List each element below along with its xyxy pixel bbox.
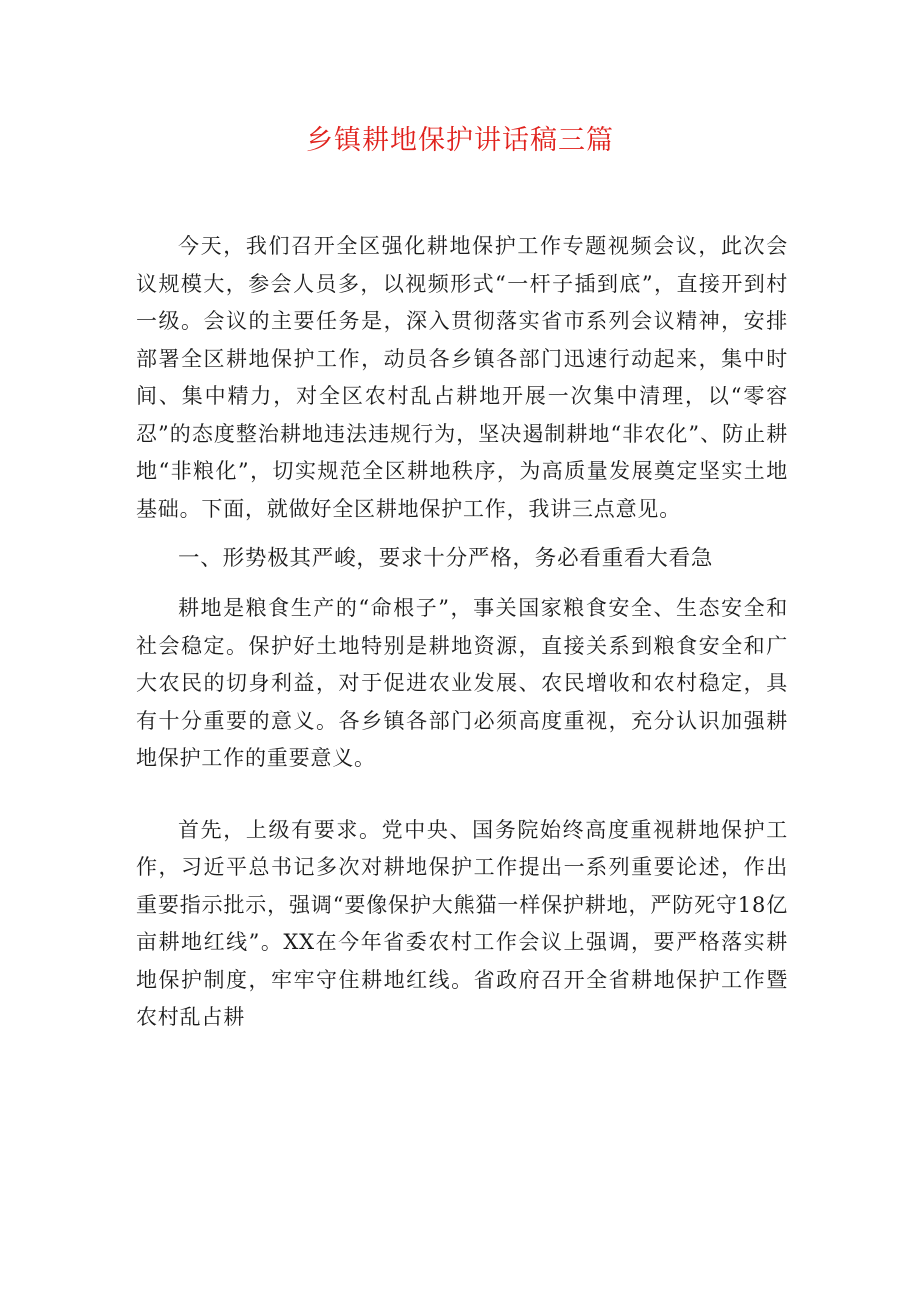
- document-body: [136, 228, 788, 1037]
- section-heading-1: 一、形势极其严峻，要求十分严格，务必看重看大看急: [178, 546, 714, 571]
- paragraph-superior-requirements: 首先，上级有要求。党中央、国务院始终高度重视耕地保护工作，习近平总书记多次对耕地保护工作提出一系列重要论述，作出重要指示批示，强调“要像保护大熊猫一样保护耕地，严防死守18亿亩耕地红线”。XX在今年省委农村工作会议上强调，要严格落实耕地保护制度，牢牢守住耕地红线。省政府召开全省耕地保护工作暨农村乱占耕: [136, 817, 788, 1029]
- paragraph-farmland-importance: 耕地是粮食生产的“命根子”，事关国家粮食安全、生态安全和社会稳定。保护好土地特别是耕地资源，直接关系到粮食安全和广大农民的切身利益，对于促进农业发展、农民增收和农村稳定，具有十分重要的意义。各乡镇各部门必须高度重视，充分认识加强耕地保护工作的重要意义。: [136, 596, 788, 770]
- paragraph-gap: [136, 778, 788, 812]
- paragraph-intro: 今天，我们召开全区强化耕地保护工作专题视频会议，此次会议规模大，参会人员多，以视频形式“一杆子插到底”，直接开到村一级。会议的主要任务是，深入贯彻落实省市系列会议精神，安排部署全区耕地保护工作，动员各乡镇各部门迅速行动起来，集中时间、集中精力，对全区农村乱占耕地开展一次集中清理，以“零容忍”的态度整治耕地违法违规行为，坚决遏制耕地“非农化”、防止耕地“非粮化”，切实规范全区耕地秩序，为高质量发展奠定坚实土地基础。下面，就做好全区耕地保护工作，我讲三点意见。: [136, 234, 788, 521]
- document-title: 乡镇耕地保护讲话稿三篇: [306, 125, 614, 156]
